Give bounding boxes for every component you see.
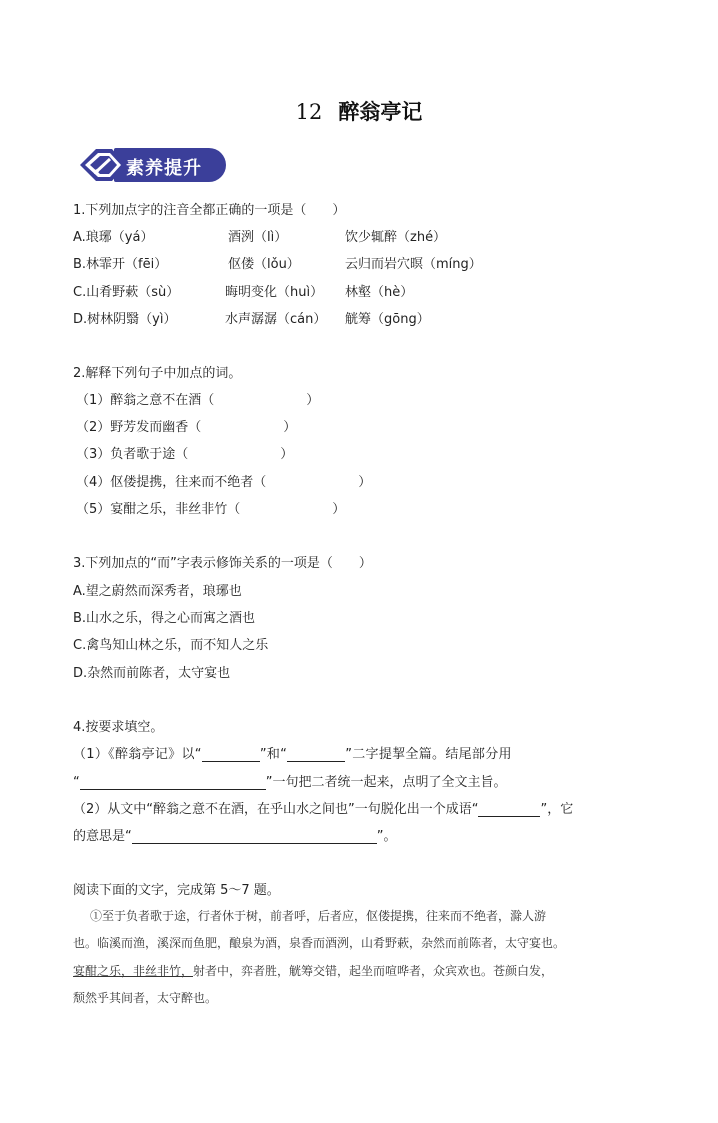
q3-option-a: A.望之蔚然而深秀者，琅琊也 — [73, 584, 242, 599]
q2-item-3: （3）负者歌于途（ ） — [76, 447, 294, 462]
q1-option-a2: 酒洌（lì） — [228, 230, 288, 245]
lesson-number: 12 — [295, 100, 323, 124]
reading-intro: 阅读下面的文字，完成第 5～7 题。 — [73, 883, 280, 898]
passage-line-3: 宴酣之乐，非丝非竹，射者中，弈者胜，觥筹交错，起坐而喧哗者，众宾欢也。苍颜白发， — [73, 964, 554, 978]
q1-option-d2: 水声潺潺（cán） — [225, 312, 327, 327]
page-title — [0, 96, 718, 126]
q2-item-4: （4）伛偻提携，往来而不绝者（ ） — [76, 475, 372, 490]
pencil-badge-icon — [76, 145, 128, 185]
q3-option-b: B.山水之乐，得之心而寓之酒也 — [73, 611, 256, 626]
q1-option-b1: B.林霏开（fēi） — [73, 257, 168, 272]
q4-stem: 4.按要求填空。 — [73, 720, 164, 735]
q3-option-d: D.杂然而前陈者，太守宴也 — [73, 666, 231, 681]
fill-blank[interactable] — [80, 775, 266, 790]
q2-stem: 2.解释下列句子中加点的词。 — [73, 366, 242, 381]
q4-part1-line1: （1）《醉翁亭记》以“ ”和“ ”二字提挈全篇。结尾部分用 — [73, 747, 512, 762]
passage-line-2: 也。临溪而渔，溪深而鱼肥，酿泉为酒，泉香而酒洌，山肴野蔌，杂然而前陈者，太守宴也。 — [73, 936, 566, 950]
q3-stem: 3.下列加点的“而”字表示修饰关系的一项是（ ） — [73, 556, 372, 571]
q1-option-c2: 晦明变化（huì） — [225, 285, 324, 300]
fill-blank[interactable] — [132, 829, 377, 844]
q2-item-5: （5）宴酣之乐，非丝非竹（ ） — [76, 502, 346, 517]
q4-part1-line2: “ ”一句把二者统一起来，点明了全文主旨。 — [73, 775, 507, 790]
q1-stem: 1.下列加点字的注音全都正确的一项是（ ） — [73, 203, 346, 218]
q1-option-d3: 觥筹（gōng） — [345, 312, 430, 327]
fill-blank[interactable] — [478, 802, 540, 817]
q4-part2-line2: 的意思是“ ”。 — [73, 829, 397, 844]
q1-option-a3: 饮少辄醉（zhé） — [345, 230, 447, 245]
fill-blank[interactable] — [287, 747, 345, 762]
q2-item-1: （1）醉翁之意不在酒（ ） — [76, 393, 320, 408]
q1-option-d1: D.树林阴翳（yì） — [73, 312, 177, 327]
q4-part2-line1: （2）从文中“醉翁之意不在酒，在乎山水之间也”一句脱化出一个成语“ ”，它 — [73, 802, 574, 817]
section-badge — [76, 145, 236, 185]
passage-line-4: 颓然乎其间者，太守醉也。 — [73, 991, 218, 1005]
q1-option-c1: C.山肴野蔌（sù） — [73, 285, 180, 300]
q1-option-c3: 林壑（hè） — [345, 285, 414, 300]
passage-line-1: ①至于负者歌于途，行者休于树，前者呼，后者应，伛偻提携，往来而不绝者，滁人游 — [90, 909, 547, 923]
lesson-title: 醉翁亭记 — [338, 99, 423, 124]
section-badge-label: 素养提升 — [126, 158, 202, 179]
underlined-sentence: 宴酣之乐，非丝非竹， — [73, 964, 194, 978]
q3-option-c: C.禽鸟知山林之乐，而不知人之乐 — [73, 638, 269, 653]
q1-option-a1: A.琅琊（yá） — [73, 230, 154, 245]
q2-item-2: （2）野芳发而幽香（ ） — [76, 420, 297, 435]
q1-option-b3: 云归而岩穴暝（míng） — [345, 257, 482, 272]
q1-option-b2: 伛偻（lǒu） — [228, 257, 300, 272]
fill-blank[interactable] — [202, 747, 260, 762]
